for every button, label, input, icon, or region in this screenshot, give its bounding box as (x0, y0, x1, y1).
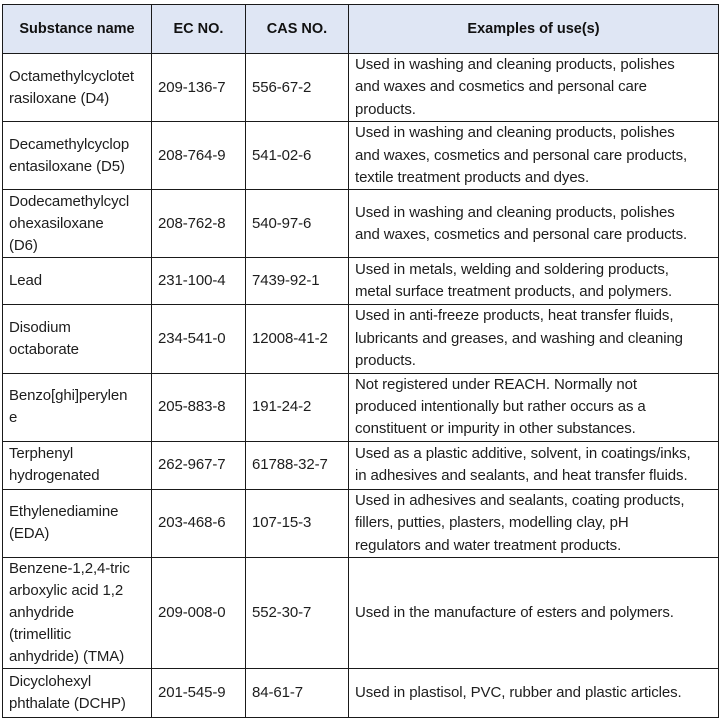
substance-name-cell (3, 54, 152, 122)
substance-name-line: anhydride) (TMA) (9, 648, 125, 666)
substance-name-line: Lead (9, 272, 42, 290)
header-cas-no: CAS NO. (246, 5, 349, 54)
substance-name-line: arboxylic acid 1,2 (9, 582, 124, 600)
use-description-line: textile treatment products and dyes. (355, 169, 590, 187)
use-description-line: Used in adhesives and sealants, coating products, (355, 491, 685, 509)
ec-number-cell: 209-008-0 (152, 558, 246, 669)
substance-name-line: Dicyclohexyl (9, 673, 92, 691)
examples-of-use-cell (349, 441, 719, 489)
cas-number-cell: 191-24-2 (246, 373, 349, 441)
use-description-line: Used as a plastic additive, solvent, in coatings/inks, (355, 444, 691, 462)
substance-name-line: rasiloxane (D4) (9, 89, 110, 107)
ec-number-cell: 209-136-7 (152, 54, 246, 122)
substance-name-line: (D6) (9, 236, 38, 254)
ec-number-cell: 205-883-8 (152, 373, 246, 441)
substance-name-cell (3, 558, 152, 669)
use-description-line: and waxes, cosmetics and personal care products. (355, 225, 688, 243)
substance-name-line: Octamethylcyclotet (9, 67, 134, 85)
substance-name-cell (3, 373, 152, 441)
substance-name-line: anhydride (9, 604, 74, 622)
use-description-line: Used in washing and cleaning products, polishes (355, 56, 675, 73)
cas-number-cell: 552-30-7 (246, 558, 349, 669)
substance-name-cell (3, 190, 152, 258)
use-description-line: metal surface treatment products, and polymers. (355, 283, 673, 301)
table-row (3, 558, 719, 669)
substance-table-container (2, 4, 718, 718)
use-description-line: Not registered under REACH. Normally not (355, 375, 637, 393)
use-description-line: lubricants and greases, and washing and cleaning (355, 329, 683, 347)
use-description-line: and waxes and cosmetics and personal care (355, 78, 647, 96)
use-description-line: Used in washing and cleaning products, polishes (355, 124, 675, 142)
ec-number-cell: 203-468-6 (152, 489, 246, 557)
substance-name-line: (EDA) (9, 525, 50, 543)
examples-of-use-cell (349, 489, 719, 557)
table-row (3, 190, 719, 258)
substance-name-line: Decamethylcyclop (9, 135, 130, 153)
use-description-line: fillers, putties, plasters, modelling clay, pH (355, 514, 629, 532)
cas-number-cell: 541-02-6 (246, 122, 349, 190)
substance-name-cell (3, 305, 152, 373)
header-examples-of-use: Examples of use(s) (349, 5, 719, 54)
table-row (3, 122, 719, 190)
ec-number-cell: 208-764-9 (152, 122, 246, 190)
substance-name-line: Benzene-1,2,4-tric (9, 560, 130, 578)
use-description-line: regulators and water treatment products. (355, 536, 622, 554)
substance-name-line: ohexasiloxane (9, 214, 104, 232)
ec-number-cell: 201-545-9 (152, 669, 246, 718)
cas-number-cell: 61788-32-7 (246, 441, 349, 489)
examples-of-use-cell (349, 305, 719, 373)
examples-of-use-cell (349, 122, 719, 190)
substance-name-line: Terphenyl (9, 445, 74, 463)
ec-number-cell: 234-541-0 (152, 305, 246, 373)
table-row (3, 258, 719, 305)
substance-name-cell (3, 122, 152, 190)
substance-name-line: Ethylenediamine (9, 503, 119, 521)
substance-table (2, 4, 719, 718)
table-row (3, 489, 719, 557)
substance-name-line: e (9, 409, 18, 427)
use-description-line: Used in plastisol, PVC, rubber and plastic articles. (355, 683, 682, 701)
table-header-row (3, 5, 719, 54)
cas-number-cell: 107-15-3 (246, 489, 349, 557)
substance-name-line: phthalate (DCHP) (9, 695, 126, 713)
table-row (3, 373, 719, 441)
use-description-line: Used in the manufacture of esters and polymers. (355, 603, 674, 621)
substance-name-line: Disodium (9, 319, 71, 337)
examples-of-use-cell (349, 190, 719, 258)
use-description-line: products. (355, 100, 416, 118)
cas-number-cell: 540-97-6 (246, 190, 349, 258)
examples-of-use-cell (349, 54, 719, 122)
use-description-line: Used in washing and cleaning products, polishes (355, 203, 675, 221)
use-description-line: produced intentionally but rather occurs as a (355, 398, 646, 416)
table-row (3, 54, 719, 122)
table-row (3, 441, 719, 489)
substance-name-line: octaborate (9, 341, 79, 359)
substance-name-line: Dodecamethylcycl (9, 192, 130, 210)
substance-name-cell (3, 489, 152, 557)
substance-name-line: entasiloxane (D5) (9, 157, 125, 175)
examples-of-use-cell (349, 669, 719, 718)
substance-name-line: (trimellitic (9, 626, 72, 644)
substance-name-line: hydrogenated (9, 467, 100, 485)
ec-number-cell: 231-100-4 (152, 258, 246, 305)
use-description-line: products. (355, 352, 416, 370)
header-ec-no: EC NO. (152, 5, 246, 54)
table-row (3, 669, 719, 718)
table-row (3, 305, 719, 373)
examples-of-use-cell (349, 373, 719, 441)
header-substance-name: Substance name (3, 5, 152, 54)
use-description-line: constituent or impurity in other substances. (355, 420, 636, 438)
cas-number-cell: 84-61-7 (246, 669, 349, 718)
cas-number-cell: 12008-41-2 (246, 305, 349, 373)
use-description-line: and waxes, cosmetics and personal care products, (355, 146, 688, 164)
ec-number-cell: 262-967-7 (152, 441, 246, 489)
use-description-line: in adhesives and sealants, and heat transfer fluids. (355, 467, 688, 485)
substance-name-cell (3, 441, 152, 489)
cas-number-cell: 7439-92-1 (246, 258, 349, 305)
ec-number-cell: 208-762-8 (152, 190, 246, 258)
use-description-line: Used in metals, welding and soldering products, (355, 261, 669, 279)
use-description-line: Used in anti-freeze products, heat transfer fluids, (355, 307, 674, 325)
examples-of-use-cell (349, 558, 719, 669)
cas-number-cell: 556-67-2 (246, 54, 349, 122)
substance-name-cell (3, 258, 152, 305)
examples-of-use-cell (349, 258, 719, 305)
substance-name-line: Benzo[ghi]perylen (9, 387, 128, 405)
substance-name-cell (3, 669, 152, 718)
